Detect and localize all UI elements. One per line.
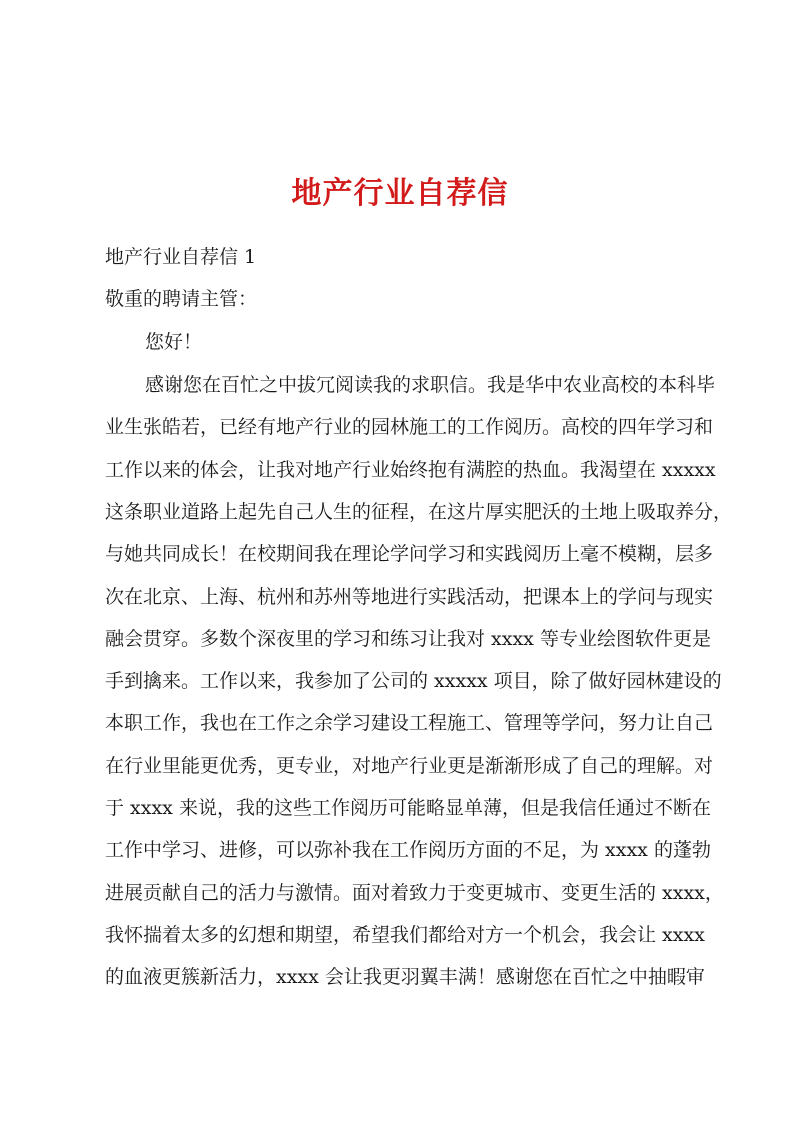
body-line: 于 xxxx 来说，我的这些工作阅历可能略显单薄，但是我信任通过不断在 bbox=[105, 797, 711, 819]
body-line: 的血液更簇新活力，xxxx 会让我更羽翼丰满！感谢您在百忙之中抽暇审 bbox=[105, 966, 705, 988]
body-line: 与她共同成长！在校期间我在理论学问学习和实践阅历上毫不模糊，层多 bbox=[105, 543, 714, 565]
body-line: 本职工作，我也在工作之余学习建设工程施工、管理等学问，努力让自己 bbox=[105, 712, 714, 734]
greeting: 您好！ bbox=[145, 331, 203, 353]
body-line: 这条职业道路上起先自己人生的征程，在这片厚实肥沃的土地上吸取养分， bbox=[105, 501, 733, 523]
body-line: 工作中学习、进修，可以弥补我在工作阅历方面的不足，为 xxxx 的蓬勃 bbox=[105, 839, 711, 861]
body-line: 次在北京、上海、杭州和苏州等地进行实践活动，把课本上的学问与现实 bbox=[105, 586, 714, 608]
document-title: 地产行业自荐信 bbox=[291, 176, 509, 211]
body-line: 在行业里能更优秀，更专业，对地产行业更是渐渐形成了自己的理解。对 bbox=[105, 755, 714, 777]
section-heading: 地产行业自荐信 1 bbox=[105, 246, 257, 268]
body-line: 融会贯穿。多数个深夜里的学习和练习让我对 xxxx 等专业绘图软件更是 bbox=[105, 628, 711, 650]
salutation: 敬重的聘请主管： bbox=[105, 288, 258, 310]
body-line: 业生张皓若，已经有地产行业的园林施工的工作阅历。高校的四年学习和 bbox=[105, 416, 714, 438]
body-line: 进展贡献自己的活力与激情。面对着致力于变更城市、变更生活的 xxxx， bbox=[105, 882, 724, 904]
body-line: 我怀揣着太多的幻想和期望，希望我们都给对方一个机会，我会让 xxxx bbox=[105, 924, 705, 946]
body-line: 感谢您在百忙之中拔冗阅读我的求职信。我是华中农业高校的本科毕 bbox=[145, 374, 716, 396]
body-line: 工作以来的体会，让我对地产行业始终抱有满腔的热血。我渴望在 xxxxx bbox=[105, 459, 716, 481]
body-line: 手到擒来。工作以来，我参加了公司的 xxxxx 项目，除了做好园林建设的 bbox=[105, 670, 722, 692]
